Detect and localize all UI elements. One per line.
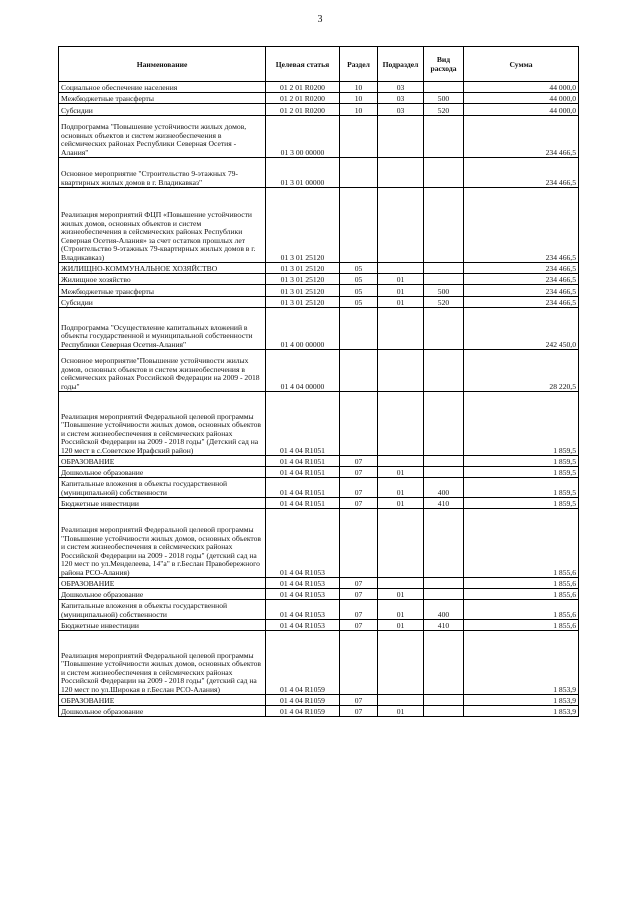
cell-amount: 234 466,5 [464, 285, 579, 297]
cell-name: Дошкольное образование [59, 467, 266, 478]
cell-article: 01 4 04 R1051 [266, 498, 340, 509]
header-section: Раздел [340, 47, 378, 82]
cell-expense-type: 520 [424, 297, 464, 308]
cell-expense-type: 520 [424, 104, 464, 116]
cell-section: 05 [340, 263, 378, 274]
cell-subsection [378, 578, 424, 589]
cell-section: 07 [340, 695, 378, 706]
cell-article: 01 3 01 25120 [266, 188, 340, 263]
cell-section: 10 [340, 104, 378, 116]
page-number: 3 [317, 14, 323, 25]
cell-article: 01 3 01 25120 [266, 263, 340, 274]
cell-expense-type [424, 509, 464, 578]
cell-article: 01 4 04 R1059 [266, 706, 340, 717]
cell-expense-type [424, 308, 464, 350]
cell-name: Дошкольное образование [59, 706, 266, 717]
table-row [59, 706, 579, 717]
cell-article: 01 4 04 R1051 [266, 467, 340, 478]
header-name: Наименование [59, 47, 266, 82]
cell-section: 07 [340, 456, 378, 467]
cell-section: 05 [340, 274, 378, 285]
cell-subsection: 01 [378, 706, 424, 717]
cell-subsection: 01 [378, 498, 424, 509]
cell-expense-type [424, 589, 464, 600]
cell-article: 01 3 01 25120 [266, 274, 340, 285]
cell-name: ОБРАЗОВАНИЕ [59, 695, 266, 706]
cell-name: Дошкольное образование [59, 589, 266, 600]
cell-amount: 234 466,5 [464, 274, 579, 285]
table-row [59, 104, 579, 116]
table-row [59, 631, 579, 695]
table-body [59, 82, 579, 717]
cell-amount: 1 855,6 [464, 589, 579, 600]
cell-expense-type [424, 82, 464, 93]
cell-subsection: 01 [378, 274, 424, 285]
cell-amount: 1 855,6 [464, 509, 579, 578]
header-article: Целевая статья [266, 47, 340, 82]
cell-subsection: 01 [378, 589, 424, 600]
cell-section: 07 [340, 589, 378, 600]
header-expense-type: Вид расхода [424, 47, 464, 82]
cell-article: 01 4 04 00000 [266, 350, 340, 392]
cell-section: 07 [340, 467, 378, 478]
table-row [59, 392, 579, 456]
cell-name: Реализация мероприятий Федеральной целевой программы "Повышение устойчивости жилых домов, основных объектов и систем жизнеобеспечения в сейсмических районах Российской Федерации на 2009 - 2018 годы" (детский сад на 120 мест по ул.Широкая в г.Беслан РСО-Алания) [59, 631, 266, 695]
cell-article: 01 4 04 R1059 [266, 631, 340, 695]
cell-section: 05 [340, 285, 378, 297]
cell-name: Основное мероприятие "Строительство 9-этажных 79-квартирных жилых домов в г. Владикавказ" [59, 158, 266, 188]
cell-subsection: 01 [378, 600, 424, 620]
cell-article: 01 2 01 R0200 [266, 104, 340, 116]
cell-name: Бюджетные инвестиции [59, 498, 266, 509]
cell-amount: 1 859,5 [464, 467, 579, 478]
cell-section [340, 116, 378, 158]
cell-article: 01 2 01 R0200 [266, 93, 340, 104]
cell-section [340, 392, 378, 456]
cell-name: Реализация мероприятий ФЦП «Повышение устойчивости жилых домов, основных объектов и систем жизнеобеспечения в сейсмических районах Республики Северная Осетия-Алания» за счет остатков прошлых лет (Строительство 9-этажных 79-квартирных жилых домов в г. Владикавказ) [59, 188, 266, 263]
cell-subsection: 03 [378, 93, 424, 104]
cell-expense-type: 410 [424, 498, 464, 509]
cell-article: 01 4 04 R1053 [266, 509, 340, 578]
cell-article: 01 3 00 00000 [266, 116, 340, 158]
cell-amount: 234 466,5 [464, 263, 579, 274]
cell-subsection: 03 [378, 82, 424, 93]
cell-section: 07 [340, 600, 378, 620]
table-row [59, 116, 579, 158]
cell-subsection: 03 [378, 104, 424, 116]
cell-section: 07 [340, 478, 378, 498]
cell-name: Реализация мероприятий Федеральной целевой программы "Повышение устойчивости жилых домов, основных объектов и систем жизнеобеспечения в сейсмических районах Российской Федерации на 2009 - 2018 годы" (Детский сад на 120 мест в с.Советское Ирафский район) [59, 392, 266, 456]
cell-name: Жилищное хозяйство [59, 274, 266, 285]
table-row [59, 467, 579, 478]
table-row [59, 578, 579, 589]
table-row [59, 695, 579, 706]
cell-name: ЖИЛИЩНО-КОММУНАЛЬНОЕ ХОЗЯЙСТВО [59, 263, 266, 274]
cell-name: Межбюджетные трансферты [59, 285, 266, 297]
cell-amount: 44 000,0 [464, 82, 579, 93]
cell-amount: 234 466,5 [464, 116, 579, 158]
cell-amount: 1 859,5 [464, 498, 579, 509]
cell-amount: 1 853,9 [464, 695, 579, 706]
cell-name: Субсидии [59, 297, 266, 308]
table-row [59, 285, 579, 297]
cell-article: 01 3 01 00000 [266, 158, 340, 188]
table-row [59, 274, 579, 285]
cell-section: 07 [340, 620, 378, 631]
cell-name: Реализация мероприятий Федеральной целевой программы "Повышение устойчивости жилых домов, основных объектов и систем жизнеобеспечения в сейсмических районах Российской Федерации на 2009 - 2018 годы" (детский сад на 120 мест по ул.Менделеева, 14"а" в г.Беслан Правобережного района РСО-Алания) [59, 509, 266, 578]
cell-amount: 1 859,5 [464, 478, 579, 498]
cell-expense-type: 410 [424, 620, 464, 631]
cell-name: Капитальные вложения в объекты государственной (муниципальной) собственности [59, 600, 266, 620]
header-amount: Сумма [464, 47, 579, 82]
cell-amount: 28 220,5 [464, 350, 579, 392]
cell-amount: 44 000,0 [464, 93, 579, 104]
cell-expense-type [424, 188, 464, 263]
cell-name: Межбюджетные трансферты [59, 93, 266, 104]
cell-amount: 234 466,5 [464, 158, 579, 188]
cell-amount: 1 853,9 [464, 631, 579, 695]
cell-expense-type [424, 706, 464, 717]
table-row [59, 620, 579, 631]
cell-name: Подпрограмма "Повышение устойчивости жилых домов, основных объектов и систем жизнеобеспечения в сейсмических районах Республики Северная Осетия - Алания" [59, 116, 266, 158]
cell-amount: 44 000,0 [464, 104, 579, 116]
cell-article: 01 4 04 R1053 [266, 578, 340, 589]
cell-section: 07 [340, 706, 378, 717]
table-row [59, 478, 579, 498]
cell-name: ОБРАЗОВАНИЕ [59, 578, 266, 589]
table-row [59, 600, 579, 620]
cell-expense-type [424, 274, 464, 285]
cell-name: Субсидии [59, 104, 266, 116]
table-header-row [59, 47, 579, 82]
cell-name: Основное мероприятие"Повышение устойчивости жилых домов, основных объектов и систем жизнеобеспечения в сейсмических районах Российской Федерации на 2009 - 2018 годы" [59, 350, 266, 392]
cell-amount: 242 450,0 [464, 308, 579, 350]
cell-subsection: 01 [378, 620, 424, 631]
cell-amount: 1 853,9 [464, 706, 579, 717]
cell-name: ОБРАЗОВАНИЕ [59, 456, 266, 467]
cell-subsection: 01 [378, 285, 424, 297]
cell-section [340, 350, 378, 392]
cell-expense-type [424, 392, 464, 456]
cell-expense-type [424, 116, 464, 158]
table-row [59, 93, 579, 104]
cell-expense-type [424, 695, 464, 706]
cell-expense-type [424, 263, 464, 274]
cell-article: 01 4 04 R1051 [266, 456, 340, 467]
cell-article: 01 4 04 R1053 [266, 589, 340, 600]
cell-subsection: 01 [378, 467, 424, 478]
cell-section: 10 [340, 93, 378, 104]
table-row [59, 308, 579, 350]
cell-expense-type [424, 456, 464, 467]
cell-name: Бюджетные инвестиции [59, 620, 266, 631]
table-row [59, 456, 579, 467]
table-row [59, 158, 579, 188]
table-row [59, 263, 579, 274]
cell-name: Капитальные вложения в объекты государственной (муниципальной) собственности [59, 478, 266, 498]
cell-subsection [378, 392, 424, 456]
cell-subsection [378, 116, 424, 158]
cell-amount: 1 859,5 [464, 392, 579, 456]
cell-expense-type [424, 350, 464, 392]
cell-article: 01 4 04 R1053 [266, 600, 340, 620]
cell-subsection [378, 350, 424, 392]
cell-expense-type: 500 [424, 285, 464, 297]
cell-article: 01 4 04 R1051 [266, 478, 340, 498]
table-row [59, 589, 579, 600]
cell-amount: 1 859,5 [464, 456, 579, 467]
cell-subsection: 01 [378, 478, 424, 498]
cell-expense-type: 400 [424, 478, 464, 498]
cell-article: 01 4 04 R1053 [266, 620, 340, 631]
cell-expense-type: 500 [424, 93, 464, 104]
cell-amount: 234 466,5 [464, 297, 579, 308]
cell-article: 01 3 01 25120 [266, 285, 340, 297]
table-row [59, 350, 579, 392]
table-row [59, 188, 579, 263]
cell-subsection [378, 158, 424, 188]
cell-section [340, 631, 378, 695]
cell-section: 10 [340, 82, 378, 93]
cell-name: Социальное обеспечение населения [59, 82, 266, 93]
cell-section [340, 158, 378, 188]
cell-article: 01 3 01 25120 [266, 297, 340, 308]
cell-article: 01 2 01 R0200 [266, 82, 340, 93]
cell-article: 01 4 04 R1059 [266, 695, 340, 706]
cell-section: 07 [340, 498, 378, 509]
cell-subsection [378, 631, 424, 695]
cell-subsection [378, 456, 424, 467]
cell-subsection [378, 263, 424, 274]
cell-article: 01 4 04 R1051 [266, 392, 340, 456]
cell-subsection [378, 695, 424, 706]
cell-subsection [378, 308, 424, 350]
cell-amount: 1 855,6 [464, 600, 579, 620]
cell-subsection: 01 [378, 297, 424, 308]
cell-section [340, 509, 378, 578]
table-row [59, 297, 579, 308]
table-row [59, 498, 579, 509]
cell-article: 01 4 00 00000 [266, 308, 340, 350]
cell-amount: 1 855,6 [464, 578, 579, 589]
cell-subsection [378, 188, 424, 263]
header-subsection: Подраздел [378, 47, 424, 82]
cell-expense-type [424, 467, 464, 478]
cell-section: 05 [340, 297, 378, 308]
cell-section [340, 308, 378, 350]
cell-section: 07 [340, 578, 378, 589]
cell-amount: 1 855,6 [464, 620, 579, 631]
cell-expense-type: 400 [424, 600, 464, 620]
table-row [59, 509, 579, 578]
budget-table [58, 46, 579, 717]
cell-subsection [378, 509, 424, 578]
cell-amount: 234 466,5 [464, 188, 579, 263]
cell-expense-type [424, 158, 464, 188]
table-row [59, 82, 579, 93]
cell-section [340, 188, 378, 263]
cell-expense-type [424, 578, 464, 589]
cell-expense-type [424, 631, 464, 695]
cell-name: Подпрограмма "Осуществление капитальных вложений в объекты государственной и муниципальной собственности Республики Северная Осетия-Алания" [59, 308, 266, 350]
